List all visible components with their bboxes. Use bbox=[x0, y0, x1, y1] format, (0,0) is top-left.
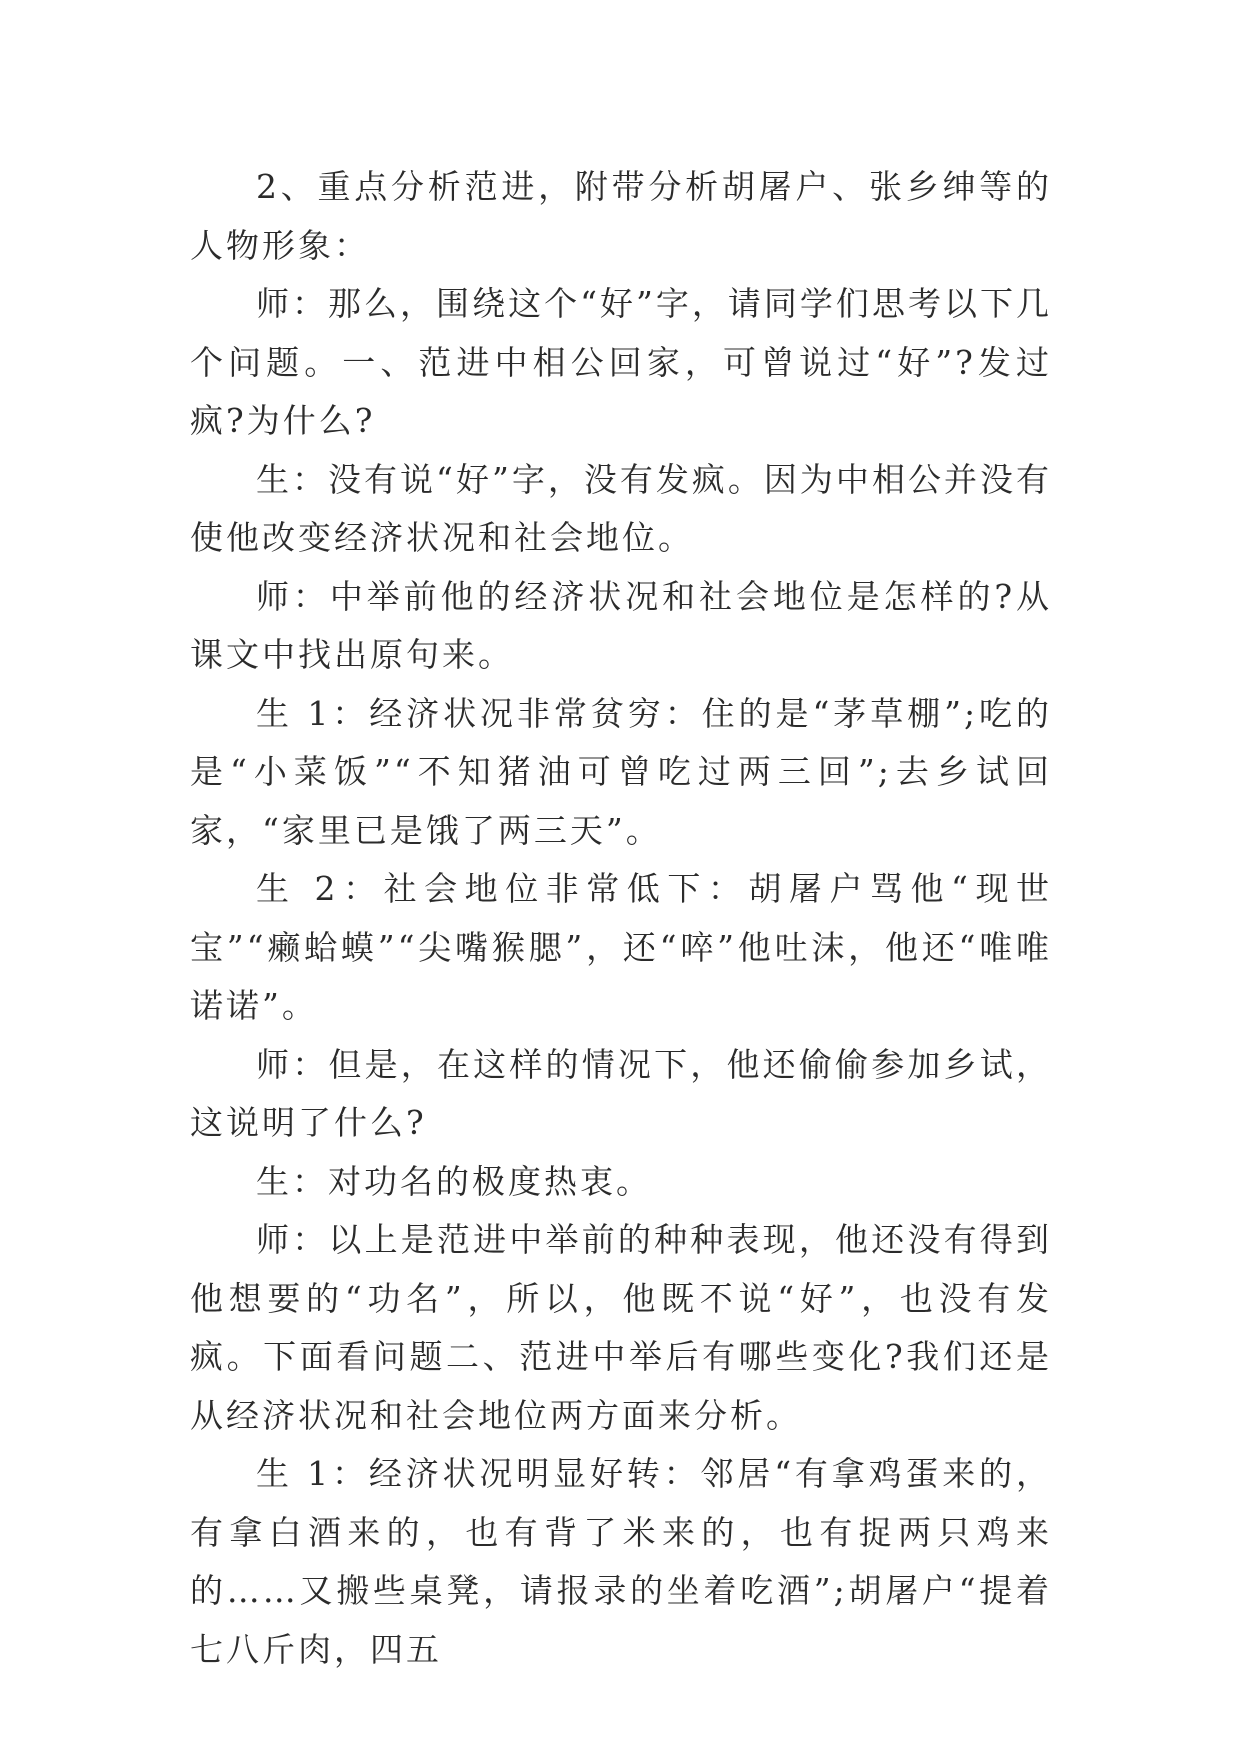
paragraph: 师：那么，围绕这个“好”字，请同学们思考以下几个问题。一、范进中相公回家，可曾说过“好”?发过疯?为什么? bbox=[190, 284, 1052, 440]
paragraph: 师：但是，在这样的情况下，他还偷偷参加乡试，这说明了什么? bbox=[190, 1044, 1052, 1142]
paragraph: 生：没有说“好”字，没有发疯。因为中相公并没有使他改变经济状况和社会地位。 bbox=[190, 459, 1052, 557]
paragraph: 师：以上是范进中举前的种种表现，他还没有得到他想要的“功名”，所以，他既不说“好”，也没有发疯。下面看问题二、范进中举后有哪些变化?我们还是从经济状况和社会地位两方面来分析。 bbox=[190, 1220, 1052, 1435]
paragraph: 生 1：经济状况明显好转：邻居“有拿鸡蛋来的，有拿白酒来的，也有背了米来的，也有捉两只鸡来的……又搬些桌凳，请报录的坐着吃酒”;胡屠户“提着七八斤肉，四五 bbox=[190, 1454, 1052, 1669]
document-body bbox=[190, 158, 1052, 1679]
paragraph: 生 1：经济状况非常贫穷：住的是“茅草棚”;吃的是“小菜饭”“不知猪油可曾吃过两三回”;去乡试回家，“家里已是饿了两三天”。 bbox=[190, 693, 1052, 850]
paragraph: 2、重点分析范进，附带分析胡屠户、张乡绅等的人物形象： bbox=[190, 167, 1052, 265]
paragraph: 师：中举前他的经济状况和社会地位是怎样的?从课文中找出原句来。 bbox=[190, 576, 1052, 674]
paragraph: 生：对功名的极度热衷。 bbox=[256, 1161, 652, 1201]
paragraph: 生 2：社会地位非常低下：胡屠户骂他“现世宝”“癞蛤蟆”“尖嘴猴腮”，还“啐”他吐沫，他还“唯唯诺诺”。 bbox=[190, 869, 1052, 1025]
